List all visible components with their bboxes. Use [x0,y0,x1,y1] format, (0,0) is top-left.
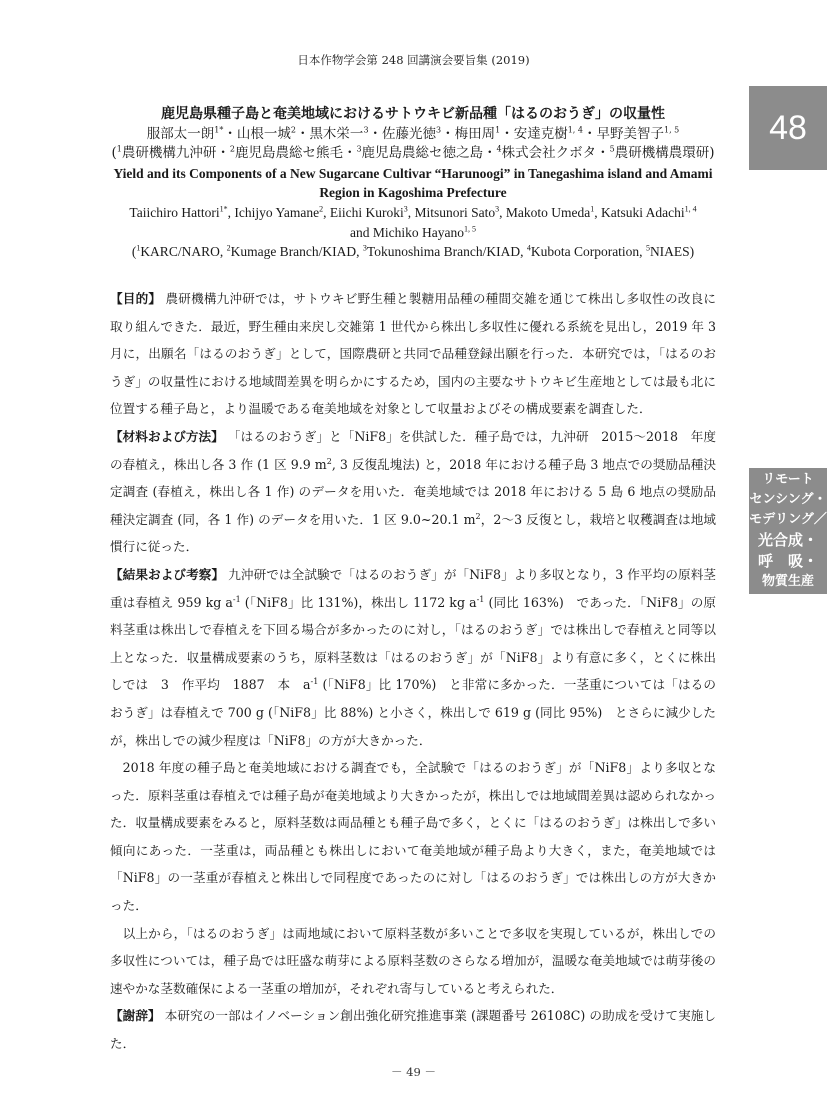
abstract-number-tab: 48 [749,86,827,170]
objective-paragraph: 【目的】 農研機構九沖研では，サトウキビ野生種と製糖用品種の種間交雑を通じて株出し多収性の改良に取り組んできた．最近，野生種由来戻し交雑第 1 世代から株出し多収性に優れる系統を見出し，2019 年 3 月に，出願名「はるのおうぎ」として，国際農研と共同で品種登録出願を行った．本研究では，「はるのおうぎ」の収量性における地域間差異を明らかにするため，国内の主要なサトウキビ生産地としては最も北に位置する種子島と，より温暖である奄美地域を対象として収量およびその構成要素を調査した． [110,291,716,417]
category-line: 呼 吸・ [757,552,818,570]
category-line: リモート [762,472,814,487]
category-line: 光合成・ [757,531,818,549]
running-header: 日本作物学会第 248 回講演会要旨集 (2019) [297,53,530,67]
title-japanese: 鹿児島県種子島と奄美地域におけるサトウキビ新品種「はるのおうぎ」の収量性 [161,106,665,122]
authors-english: Taiichiro Hattori$^{1*}$, Ichijyo Yamane$^2$, Eiichi Kuroki$^3$, Mitsunori Sato$^3$, Makoto Umeda$^1$, Katsuki Adachi$^{1, 4}$ and Michiko Hayano$^{1, 5}$ [129,204,697,240]
abstract-body [110,285,716,1058]
page-number: － 49 － [391,1065,436,1079]
affiliations-english: ($^1$KARC/NARO, $^2$Kumage Branch/KIAD, $^3$Tokunoshima Branch/KIAD, $^4$Kubota Corporation, $^5$NIAES) [131,243,695,260]
category-line: センシング・ [749,492,827,507]
section-label: 【謝辞】 [110,1008,161,1024]
category-line: モデリング／ [749,512,827,527]
results-paragraph-2: 2018 年度の種子島と奄美地域における調査でも，全試験で「はるのおうぎ」が「NiF8」より多収となった．原料茎重は春植えでは種子島が奄美地域より大きかったが，株出しでは地域間差異は認められなかった．収量構成要素をみると，原料茎数は両品種とも種子島で多く，とくに「はるのおうぎ」は株出しで多い傾向にあった．一茎重は，両品種とも株出しにおいて奄美地域が種子島より大きく，また，奄美地域では「NiF8」の一茎重が春植えと株出しで同程度であったのに対し「はるのおうぎ」では株出しの方が大きかった． [110,760,716,914]
category-line: 物質生産 [761,574,814,589]
section-label: 【目的】 [110,291,162,306]
section-label: 【結果および考察】 [110,566,225,582]
title-block [110,105,716,262]
authors-japanese: 服部太一朗$^{1*}$・山根一城$^2$・黒木栄一$^3$・佐藤光徳$^3$・梅田周$^1$・安達克樹$^{1, 4}$・早野美智子$^{1, 5}$ [146,125,680,142]
acknowledgement-paragraph: 【謝辞】 本研究の一部はイノベーション創出強化研究推進事業 (課題番号 26108C) の助成を受けて実施した． [110,1008,716,1052]
title-english: Yield and its Components of a New Sugarcane Cultivar “Harunoogi” in Tanegashima island and Amami Region in Kagoshima Prefecture [113,165,713,201]
section-label: 【材料および方法】 [110,428,224,444]
affiliations-japanese: ($^1$農研機構九沖研・$^2$鹿児島農総セ熊毛・$^3$鹿児島農総セ徳之島・$^4$株式会社クボタ・$^5$農研機構農環研) [111,144,715,162]
methods-paragraph: 【材料および方法】 「はるのおうぎ」と「NiF8」を供試した．種子島では，九沖研 2015～2018 年度の春植え，株出し各 3 作 (1 区 9.9 $m^2$, 3 反復乱塊法) と，2018 年における種子島 3 地点での奨励品種決定調査 (春植え，株出し各 1 作) のデータを用いた．奄美地域では 2018 年における 5 島 6 地点の奨励品種決定調査 (同，各 1 作) のデータを用いた．1 区 9.0~20.1 $m^2$，2～3 反復とし，栽培と収穫調査は地域慣行に従った． [110,428,717,555]
category-tab [749,468,827,594]
conclusion-paragraph: 以上から，「はるのおうぎ」は両地域において原料茎数が多いことで多収を実現しているが，株出しでの多収性については，種子島では旺盛な萌芽による原料茎数のさらなる増加が，温暖な奄美地域では萌芽後の速やかな茎数確保による一茎重の増加が，それぞれ寄与していると考えられた． [110,925,716,996]
results-paragraph: 【結果および考察】 九沖研では全試験で「はるのおうぎ」が「NiF8」より多収となり，3 作平均の原料茎重は春植え 959 kg $a^{-1}$ (「NiF8」比 131%)，株出し 1172 kg $a^{-1}$ (同比 163%) であった．「NiF8」の原料茎重は株出しで春植えを下回る場合が多かったのに対し，「はるのおうぎ」では株出しで春植えと同等以上となった．収量構成要素のうち，原料茎数は「はるのおうぎ」が「NiF8」より有意に多く，とくに株出しでは 3 作平均 1887 本 $a^{-1}$ (「NiF8」比 170%) と非常に多かった．一茎重については「はるのおうぎ」は春植えで 700 g (「NiF8」比 88%) と小さく，株出しで 619 g (同比 95%) とさらに減少したが，株出しでの減少程度は「NiF8」の方が大きかった． [110,566,716,748]
